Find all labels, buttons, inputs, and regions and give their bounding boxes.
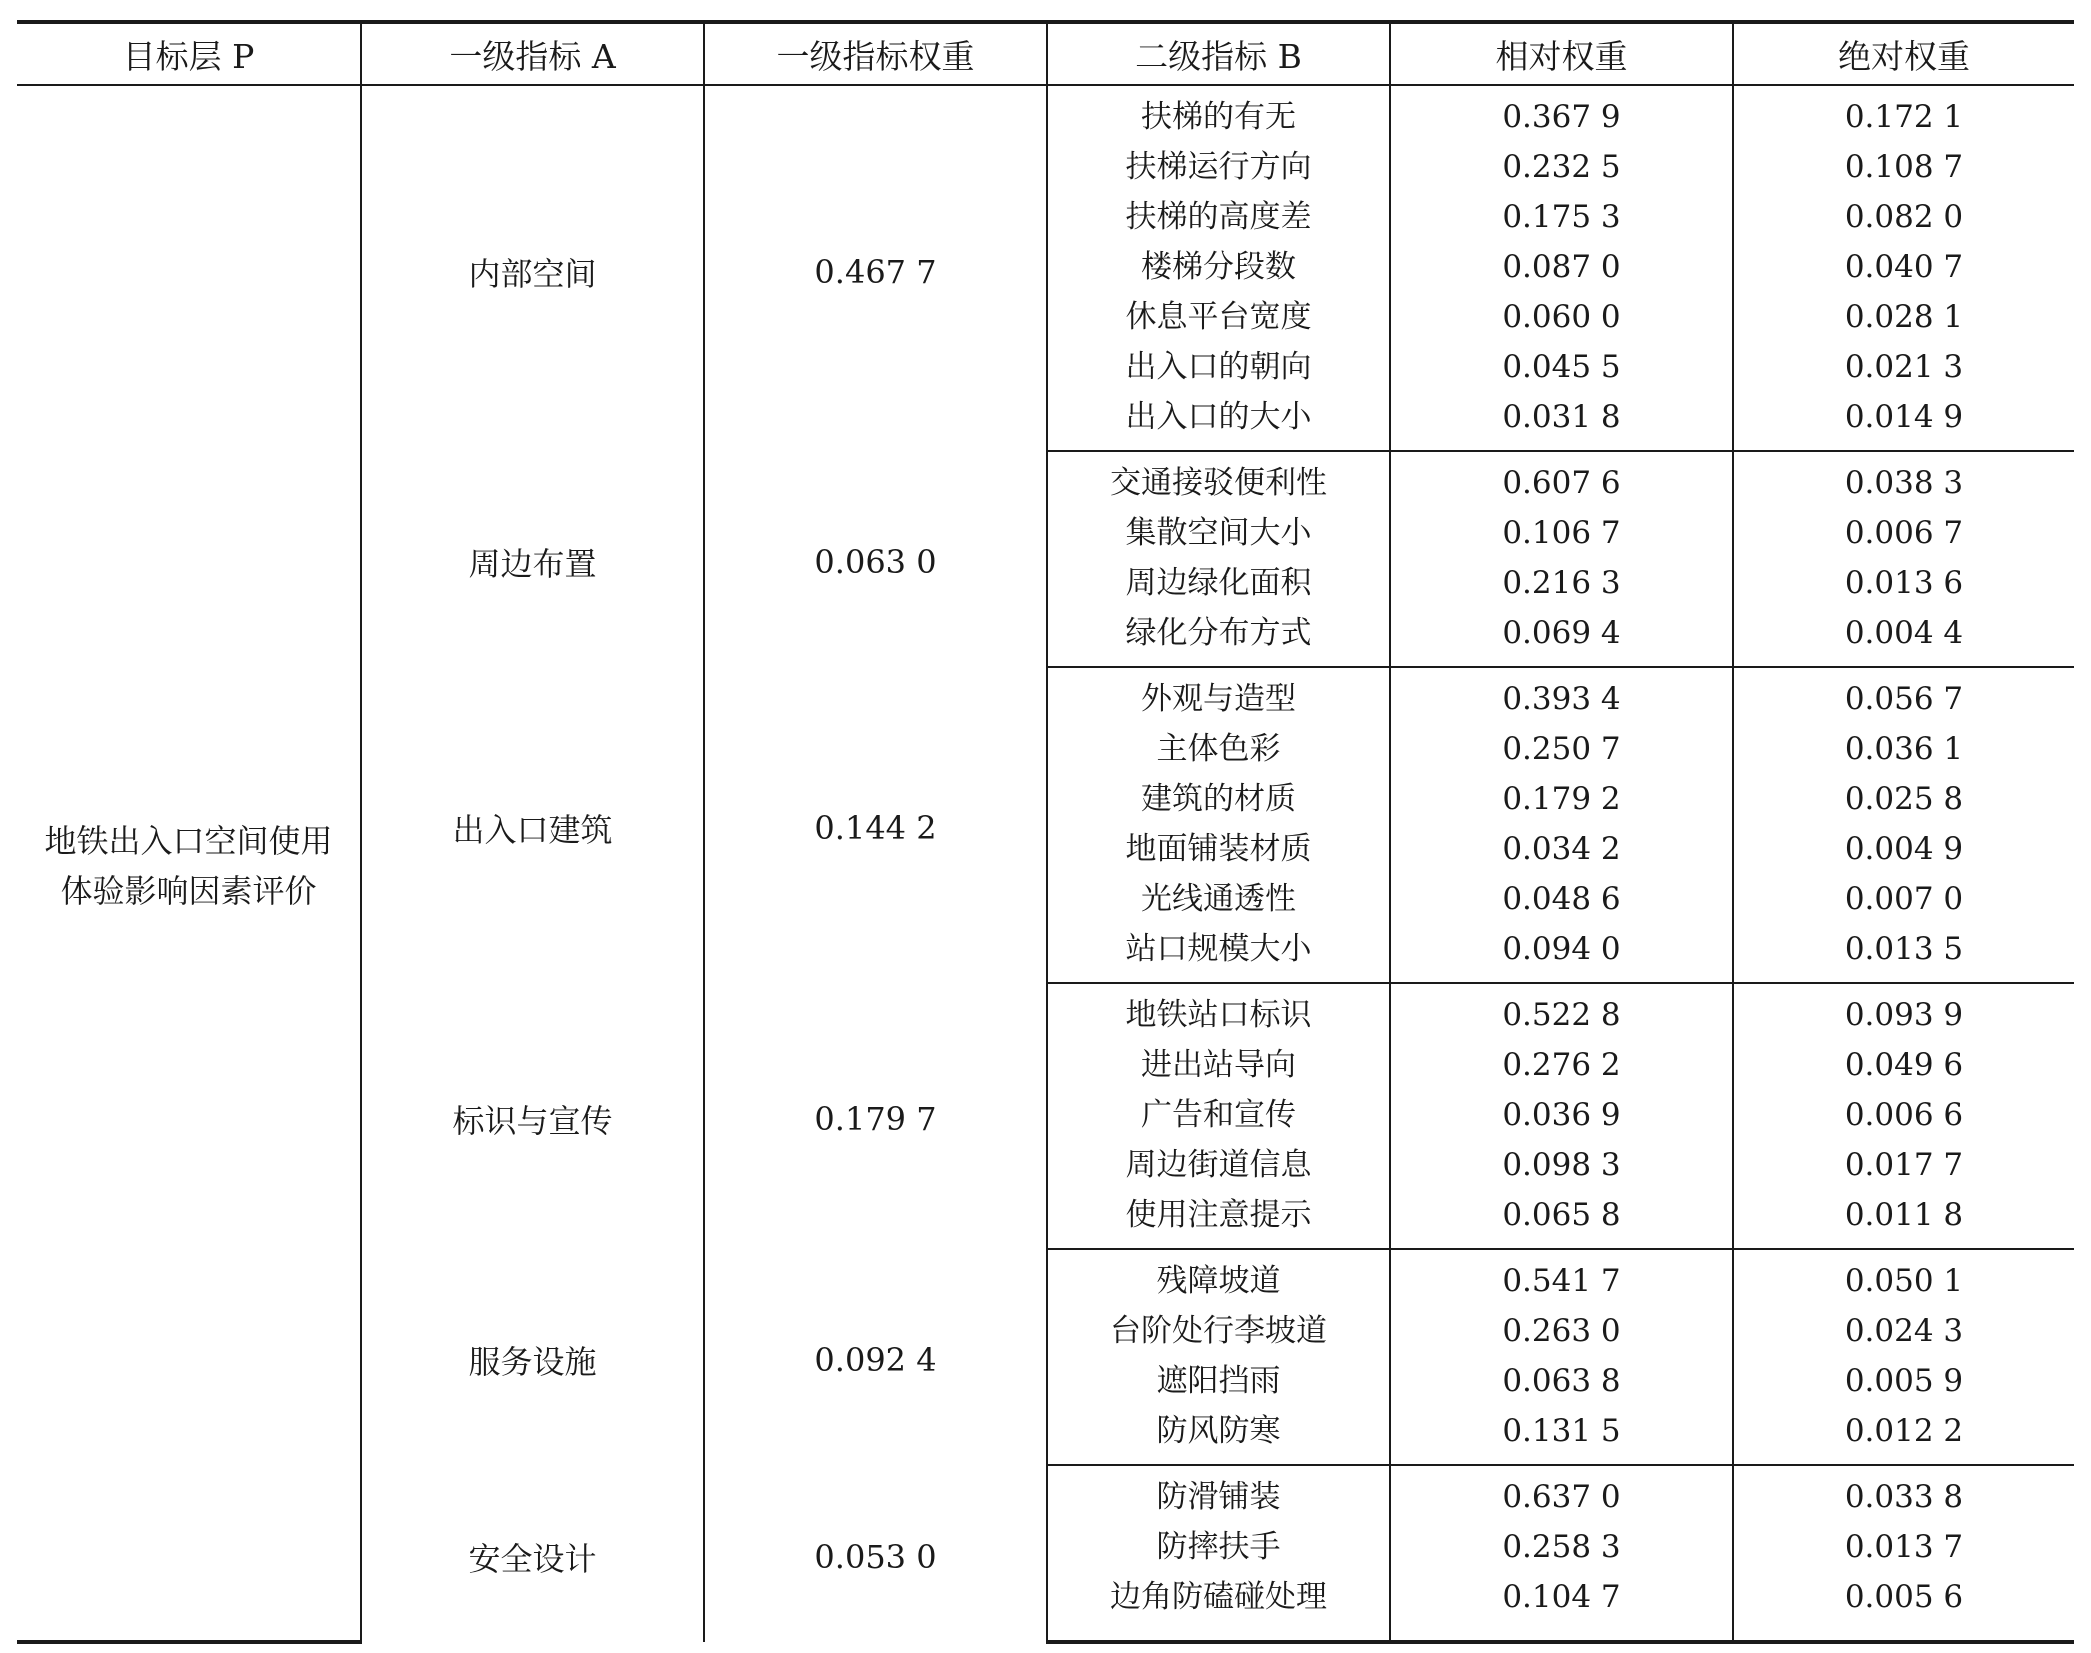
relative-weight-cell: 0.036 9 [1390,1090,1733,1140]
secondary-indicator-cell: 扶梯的高度差 [1047,192,1390,242]
header-primary-indicator: 一级指标 A [361,22,704,85]
relative-weight-cell: 0.522 8 [1390,983,1733,1040]
secondary-indicator-cell: 广告和宣传 [1047,1090,1390,1140]
secondary-indicator-cell: 绿化分布方式 [1047,608,1390,667]
secondary-indicator-cell: 地面铺装材质 [1047,824,1390,874]
relative-weight-cell: 0.065 8 [1390,1190,1733,1249]
relative-weight-cell: 0.104 7 [1390,1572,1733,1642]
relative-weight-cell: 0.258 3 [1390,1522,1733,1572]
absolute-weight-cell: 0.024 3 [1733,1306,2074,1356]
primary-weight-cell: 0.179 7 [704,983,1047,1249]
table-row [17,85,2074,142]
absolute-weight-cell: 0.038 3 [1733,451,2074,508]
absolute-weight-cell: 0.013 7 [1733,1522,2074,1572]
primary-indicator-cell: 出入口建筑 [361,667,704,983]
secondary-indicator-cell: 光线通透性 [1047,874,1390,924]
goal-layer-text: 体验影响因素评价 [60,872,317,910]
secondary-indicator-cell: 建筑的材质 [1047,774,1390,824]
header-relative-weight: 相对权重 [1390,22,1733,85]
absolute-weight-cell: 0.004 4 [1733,608,2074,667]
absolute-weight-cell: 0.021 3 [1733,342,2074,392]
absolute-weight-cell: 0.005 6 [1733,1572,2074,1642]
secondary-indicator-cell: 交通接驳便利性 [1047,451,1390,508]
goal-layer-cell [17,85,361,1642]
relative-weight-cell: 0.276 2 [1390,1040,1733,1090]
secondary-indicator-cell: 地铁站口标识 [1047,983,1390,1040]
relative-weight-cell: 0.250 7 [1390,724,1733,774]
absolute-weight-cell: 0.172 1 [1733,85,2074,142]
primary-weight-cell: 0.053 0 [704,1465,1047,1642]
secondary-indicator-cell: 残障坡道 [1047,1249,1390,1306]
primary-indicator-cell: 标识与宣传 [361,983,704,1249]
secondary-indicator-cell: 遮阳挡雨 [1047,1356,1390,1406]
table-header [17,22,2074,85]
absolute-weight-cell: 0.033 8 [1733,1465,2074,1522]
absolute-weight-cell: 0.040 7 [1733,242,2074,292]
relative-weight-cell: 0.216 3 [1390,558,1733,608]
absolute-weight-cell: 0.056 7 [1733,667,2074,724]
primary-weight-cell: 0.467 7 [704,85,1047,451]
header-primary-weight: 一级指标权重 [704,22,1047,85]
relative-weight-cell: 0.179 2 [1390,774,1733,824]
absolute-weight-cell: 0.050 1 [1733,1249,2074,1306]
relative-weight-cell: 0.094 0 [1390,924,1733,983]
table-body [17,85,2074,1642]
secondary-indicator-cell: 主体色彩 [1047,724,1390,774]
relative-weight-cell: 0.098 3 [1390,1140,1733,1190]
absolute-weight-cell: 0.028 1 [1733,292,2074,342]
secondary-indicator-cell: 周边绿化面积 [1047,558,1390,608]
relative-weight-cell: 0.087 0 [1390,242,1733,292]
absolute-weight-cell: 0.006 7 [1733,508,2074,558]
absolute-weight-cell: 0.049 6 [1733,1040,2074,1090]
relative-weight-cell: 0.045 5 [1390,342,1733,392]
absolute-weight-cell: 0.011 8 [1733,1190,2074,1249]
primary-weight-cell: 0.092 4 [704,1249,1047,1465]
relative-weight-cell: 0.607 6 [1390,451,1733,508]
absolute-weight-cell: 0.108 7 [1733,142,2074,192]
secondary-indicator-cell: 扶梯运行方向 [1047,142,1390,192]
secondary-indicator-cell: 边角防磕碰处理 [1047,1572,1390,1642]
secondary-indicator-cell: 站口规模大小 [1047,924,1390,983]
primary-indicator-cell: 内部空间 [361,85,704,451]
secondary-indicator-cell: 楼梯分段数 [1047,242,1390,292]
absolute-weight-cell: 0.004 9 [1733,824,2074,874]
primary-indicator-cell: 周边布置 [361,451,704,667]
secondary-indicator-cell: 进出站导向 [1047,1040,1390,1090]
header-row [17,22,2074,85]
goal-layer-text: 地铁出入口空间使用 [44,822,333,860]
secondary-indicator-cell: 周边街道信息 [1047,1140,1390,1190]
header-secondary-indicator: 二级指标 B [1047,22,1390,85]
absolute-weight-cell: 0.013 5 [1733,924,2074,983]
relative-weight-cell: 0.637 0 [1390,1465,1733,1522]
relative-weight-cell: 0.063 8 [1390,1356,1733,1406]
header-goal-layer: 目标层 P [17,22,361,85]
header-absolute-weight: 绝对权重 [1733,22,2074,85]
relative-weight-cell: 0.263 0 [1390,1306,1733,1356]
secondary-indicator-cell: 出入口的大小 [1047,392,1390,451]
absolute-weight-cell: 0.005 9 [1733,1356,2074,1406]
relative-weight-cell: 0.131 5 [1390,1406,1733,1465]
primary-indicator-cell: 服务设施 [361,1249,704,1465]
relative-weight-cell: 0.541 7 [1390,1249,1733,1306]
secondary-indicator-cell: 出入口的朝向 [1047,342,1390,392]
secondary-indicator-cell: 外观与造型 [1047,667,1390,724]
relative-weight-cell: 0.232 5 [1390,142,1733,192]
table-container [17,20,2074,1644]
relative-weight-cell: 0.367 9 [1390,85,1733,142]
secondary-indicator-cell: 扶梯的有无 [1047,85,1390,142]
relative-weight-cell: 0.069 4 [1390,608,1733,667]
relative-weight-cell: 0.034 2 [1390,824,1733,874]
primary-weight-cell: 0.144 2 [704,667,1047,983]
absolute-weight-cell: 0.014 9 [1733,392,2074,451]
relative-weight-cell: 0.060 0 [1390,292,1733,342]
absolute-weight-cell: 0.007 0 [1733,874,2074,924]
absolute-weight-cell: 0.082 0 [1733,192,2074,242]
secondary-indicator-cell: 防风防寒 [1047,1406,1390,1465]
relative-weight-cell: 0.031 8 [1390,392,1733,451]
primary-indicator-cell: 安全设计 [361,1465,704,1642]
absolute-weight-cell: 0.006 6 [1733,1090,2074,1140]
absolute-weight-cell: 0.025 8 [1733,774,2074,824]
secondary-indicator-cell: 台阶处行李坡道 [1047,1306,1390,1356]
secondary-indicator-cell: 防摔扶手 [1047,1522,1390,1572]
relative-weight-cell: 0.106 7 [1390,508,1733,558]
secondary-indicator-cell: 防滑铺装 [1047,1465,1390,1522]
secondary-indicator-cell: 使用注意提示 [1047,1190,1390,1249]
absolute-weight-cell: 0.036 1 [1733,724,2074,774]
relative-weight-cell: 0.048 6 [1390,874,1733,924]
secondary-indicator-cell: 休息平台宽度 [1047,292,1390,342]
relative-weight-cell: 0.393 4 [1390,667,1733,724]
primary-weight-cell: 0.063 0 [704,451,1047,667]
relative-weight-cell: 0.175 3 [1390,192,1733,242]
absolute-weight-cell: 0.012 2 [1733,1406,2074,1465]
absolute-weight-cell: 0.093 9 [1733,983,2074,1040]
weights-table [17,20,2074,1644]
absolute-weight-cell: 0.013 6 [1733,558,2074,608]
secondary-indicator-cell: 集散空间大小 [1047,508,1390,558]
absolute-weight-cell: 0.017 7 [1733,1140,2074,1190]
